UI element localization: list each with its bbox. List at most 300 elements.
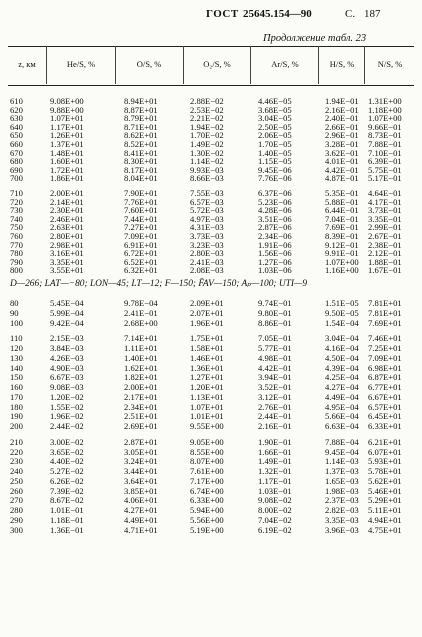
- value-cell: 2.99E−01: [368, 222, 402, 233]
- altitude-cell: 730: [10, 205, 23, 216]
- table-row: [0, 421, 422, 431]
- value-cell: 6.37E−06: [258, 188, 292, 198]
- value-cell: 3.35E+01: [50, 256, 84, 267]
- value-cell: 1.15E−05: [258, 156, 292, 167]
- value-cell: 7.69E−01: [325, 222, 359, 233]
- value-cell: 4.28E−06: [258, 205, 292, 216]
- value-cell: 3.52E−01: [258, 382, 292, 392]
- table-row: [0, 343, 422, 353]
- altitude-cell: 210: [10, 436, 23, 447]
- value-cell: 4.46E−05: [258, 96, 292, 106]
- value-cell: 2.34E−06: [258, 231, 292, 241]
- value-cell: 7.39E−02: [50, 485, 84, 496]
- value-cell: 8.66E−03: [190, 173, 224, 184]
- value-cell: 8.52E+01: [124, 139, 158, 149]
- value-cell: 9.12E−01: [325, 239, 359, 250]
- value-cell: 1.70E−02: [190, 130, 224, 141]
- value-cell: 8.07E+00: [190, 456, 224, 467]
- value-cell: 3.85E+01: [124, 485, 158, 496]
- altitude-cell: 620: [10, 104, 23, 115]
- value-cell: 1.13E+01: [190, 391, 224, 402]
- page-header: [0, 8, 422, 24]
- value-cell: 7.44E+01: [124, 213, 158, 224]
- altitude-cell: 240: [10, 466, 23, 476]
- altitude-cell: 220: [10, 446, 23, 457]
- value-cell: 1.03E−06: [258, 265, 292, 276]
- value-cell: 3.65E−02: [50, 446, 84, 457]
- value-cell: 5.35E−01: [325, 188, 359, 198]
- value-cell: 2.40E−01: [325, 113, 359, 124]
- value-cell: 1.40E+01: [124, 352, 158, 363]
- value-cell: 1.14E−03: [325, 456, 359, 467]
- value-cell: 8.86E−01: [258, 317, 292, 328]
- value-cell: 2.82E−03: [325, 505, 359, 515]
- value-cell: 9.08E−03: [50, 382, 84, 392]
- value-cell: 4.31E−03: [190, 222, 224, 233]
- value-cell: 1.48E+01: [50, 147, 84, 158]
- value-cell: 9.91E−01: [325, 248, 359, 259]
- table-row: [0, 525, 422, 535]
- value-cell: 6.91E+01: [124, 239, 158, 250]
- table-row: [0, 476, 422, 486]
- value-cell: 1.94E−02: [190, 121, 224, 132]
- altitude-cell: 130: [10, 352, 23, 363]
- value-cell: 5.56E+00: [190, 514, 224, 525]
- value-cell: 3.68E−05: [258, 104, 292, 115]
- value-cell: 7.88E−04: [325, 436, 359, 447]
- value-cell: 1.96E+01: [190, 317, 224, 328]
- value-cell: 8.67E−02: [50, 495, 84, 506]
- value-cell: 7.55E−03: [190, 188, 224, 198]
- value-cell: 6.19E−02: [258, 524, 292, 535]
- value-cell: 5.88E−01: [325, 196, 359, 207]
- column-header-ar: Ar/S, %: [271, 59, 299, 69]
- value-cell: 9.66E−01: [368, 121, 402, 132]
- value-cell: 1.70E−05: [258, 139, 292, 149]
- altitude-cell: 170: [10, 391, 23, 402]
- altitude-cell: 230: [10, 456, 23, 467]
- value-cell: 1.65E−03: [325, 475, 359, 486]
- value-cell: 1.01E−01: [50, 505, 84, 515]
- value-cell: 9.08E−02: [258, 495, 292, 506]
- value-cell: 3.35E−03: [325, 514, 359, 525]
- column-divider: [183, 46, 184, 84]
- value-cell: 5.72E−03: [190, 205, 224, 216]
- altitude-cell: 610: [10, 96, 23, 106]
- value-cell: 1.36E+01: [190, 362, 224, 373]
- value-cell: 4.42E−01: [258, 362, 292, 373]
- gost-label: ГОСТ: [206, 8, 239, 20]
- value-cell: 4.49E−04: [325, 391, 359, 402]
- value-cell: 6.33E+01: [368, 421, 402, 431]
- altitude-cell: 290: [10, 514, 23, 525]
- value-cell: 7.04E−01: [325, 213, 359, 224]
- value-cell: 7.27E+01: [124, 222, 158, 233]
- value-cell: 2.69E+01: [124, 421, 158, 431]
- value-cell: 2.87E+01: [124, 436, 158, 447]
- value-cell: 4.97E−03: [190, 213, 224, 224]
- value-cell: 1.16E+00: [325, 265, 359, 276]
- value-cell: 1.20E−02: [50, 391, 84, 402]
- value-cell: 1.90E−01: [258, 436, 292, 447]
- table-row: [0, 466, 422, 476]
- column-divider: [364, 46, 365, 84]
- value-cell: 1.91E−06: [258, 239, 292, 250]
- value-cell: 4.39E−04: [325, 362, 359, 373]
- altitude-cell: 260: [10, 485, 23, 496]
- value-cell: 7.81E+01: [368, 298, 402, 308]
- gost-number: 25645.154—90: [243, 8, 312, 20]
- value-cell: 9.42E−04: [50, 317, 84, 328]
- value-cell: 7.09E+01: [124, 231, 158, 241]
- value-cell: 6.33E+00: [190, 495, 224, 506]
- value-cell: 6.67E−03: [50, 372, 84, 383]
- value-cell: 4.01E−01: [325, 156, 359, 167]
- altitude-cell: 80: [10, 298, 19, 308]
- table-row: [0, 411, 422, 421]
- value-cell: 9.93E−03: [190, 164, 224, 175]
- value-cell: 9.80E−01: [258, 307, 292, 318]
- value-cell: 4.42E−01: [325, 164, 359, 175]
- value-cell: 2.00E+01: [50, 188, 84, 198]
- value-cell: 4.26E−03: [50, 352, 84, 363]
- table-row: [0, 486, 422, 496]
- value-cell: 2.09E+01: [190, 298, 224, 308]
- value-cell: 1.46E+01: [190, 352, 224, 363]
- value-cell: 1.11E+01: [124, 343, 158, 353]
- value-cell: 5.19E+00: [190, 524, 224, 535]
- altitude-cell: 150: [10, 372, 23, 383]
- table-row: [0, 505, 422, 515]
- value-cell: 3.73E−01: [368, 205, 402, 216]
- value-cell: 1.37E+01: [50, 139, 84, 149]
- value-cell: 4.75E+01: [368, 524, 402, 535]
- value-cell: 2.16E−01: [325, 104, 359, 115]
- value-cell: 9.74E−01: [258, 298, 292, 308]
- altitude-cell: 750: [10, 222, 23, 233]
- altitude-cell: 780: [10, 248, 23, 259]
- table-row: [0, 382, 422, 392]
- value-cell: 1.18E−01: [50, 514, 84, 525]
- value-cell: 6.32E+01: [124, 265, 158, 276]
- value-cell: 6.07E+01: [368, 446, 402, 457]
- altitude-cell: 90: [10, 307, 19, 318]
- value-cell: 3.04E−05: [258, 113, 292, 124]
- value-cell: 7.60E+01: [124, 205, 158, 216]
- column-header-o2: O₂/S, %: [203, 59, 231, 69]
- value-cell: 7.88E−01: [368, 139, 402, 149]
- table-row: [0, 447, 422, 457]
- value-cell: 3.05E+01: [124, 446, 158, 457]
- value-cell: 7.14E+01: [124, 333, 158, 344]
- altitude-cell: 100: [10, 317, 23, 328]
- value-cell: 3.62E−01: [325, 147, 359, 158]
- value-cell: 2.88E−02: [190, 96, 224, 106]
- value-cell: 3.00E−02: [50, 436, 84, 447]
- altitude-cell: 740: [10, 213, 23, 224]
- value-cell: 2.30E+01: [50, 205, 84, 216]
- value-cell: 7.76E−06: [258, 173, 292, 184]
- parameters-line: D—266; LAT—−80; LON—45; LT—12; F—150; F̄AV—150; Aₚ—100; UTI—9: [10, 279, 308, 289]
- value-cell: 4.64E−01: [368, 188, 402, 198]
- value-cell: 4.94E+01: [368, 514, 402, 525]
- table-row: [0, 456, 422, 466]
- value-cell: 1.58E+01: [190, 343, 224, 353]
- value-cell: 2.66E−01: [325, 121, 359, 132]
- value-cell: 2.21E−02: [190, 113, 224, 124]
- value-cell: 2.08E−03: [190, 265, 224, 276]
- value-cell: 9.45E−04: [325, 446, 359, 457]
- value-cell: 1.31E+00: [368, 96, 402, 106]
- value-cell: 5.93E+01: [368, 456, 402, 467]
- value-cell: 4.95E−04: [325, 401, 359, 412]
- value-cell: 7.61E+00: [190, 466, 224, 476]
- value-cell: 1.72E+01: [50, 164, 84, 175]
- altitude-cell: 650: [10, 130, 23, 141]
- value-cell: 1.18E+00: [368, 104, 402, 115]
- value-cell: 1.96E−02: [50, 411, 84, 422]
- value-cell: 2.53E−02: [190, 104, 224, 115]
- value-cell: 4.87E−01: [325, 173, 359, 184]
- table-row: [0, 515, 422, 525]
- value-cell: 3.35E−01: [368, 213, 402, 224]
- value-cell: 2.67E−01: [368, 231, 402, 241]
- column-header-row: [8, 46, 414, 86]
- value-cell: 1.32E−01: [258, 466, 292, 476]
- altitude-cell: 270: [10, 495, 23, 506]
- value-cell: 8.39E−01: [325, 231, 359, 241]
- value-cell: 1.37E−03: [325, 466, 359, 476]
- table-row: [0, 298, 422, 308]
- column-header-o: O/S, %: [136, 59, 162, 69]
- value-cell: 4.71E+01: [124, 524, 158, 535]
- table-row: [0, 402, 422, 412]
- value-cell: 3.12E−01: [258, 391, 292, 402]
- value-cell: 1.51E−05: [325, 298, 359, 308]
- value-cell: 2.00E+01: [124, 382, 158, 392]
- value-cell: 4.27E+01: [124, 505, 158, 515]
- altitude-cell: 120: [10, 343, 23, 353]
- value-cell: 6.45E+01: [368, 411, 402, 422]
- value-cell: 8.73E−01: [368, 130, 402, 141]
- value-cell: 6.87E+01: [368, 372, 402, 383]
- altitude-cell: 630: [10, 113, 23, 124]
- value-cell: 2.63E+01: [50, 222, 84, 233]
- value-cell: 3.84E−03: [50, 343, 84, 353]
- column-header-n: N/S, %: [377, 59, 403, 69]
- value-cell: 1.07E+00: [325, 256, 359, 267]
- value-cell: 9.45E−06: [258, 164, 292, 175]
- value-cell: 8.00E−02: [258, 505, 292, 515]
- value-cell: 8.30E+01: [124, 156, 158, 167]
- value-cell: 5.46E+01: [368, 485, 402, 496]
- value-cell: 4.90E−03: [50, 362, 84, 373]
- value-cell: 2.98E+01: [50, 239, 84, 250]
- value-cell: 3.28E−01: [325, 139, 359, 149]
- value-cell: 1.49E−02: [190, 139, 224, 149]
- altitude-cell: 190: [10, 411, 23, 422]
- value-cell: 4.27E−04: [325, 382, 359, 392]
- value-cell: 9.78E−04: [124, 298, 158, 308]
- value-cell: 1.07E+01: [190, 401, 224, 412]
- altitude-cell: 660: [10, 139, 23, 149]
- value-cell: 1.27E−06: [258, 256, 292, 267]
- value-cell: 9.08E+00: [50, 96, 84, 106]
- value-cell: 2.17E+01: [124, 391, 158, 402]
- value-cell: 1.98E−03: [325, 485, 359, 496]
- altitude-cell: 110: [10, 333, 23, 344]
- value-cell: 8.94E+01: [124, 96, 158, 106]
- column-divider: [46, 46, 47, 84]
- value-cell: 5.17E−01: [368, 173, 402, 184]
- value-cell: 1.36E−01: [50, 524, 84, 535]
- table-continuation-caption: Продолжение табл. 23: [263, 33, 367, 44]
- value-cell: 2.50E−05: [258, 121, 292, 132]
- value-cell: 1.30E−02: [190, 147, 224, 158]
- value-cell: 8.41E+01: [124, 147, 158, 158]
- value-cell: 1.01E+01: [190, 411, 224, 422]
- value-cell: 7.05E−01: [258, 333, 292, 344]
- value-cell: 5.27E−02: [50, 466, 84, 476]
- value-cell: 5.29E+01: [368, 495, 402, 506]
- value-cell: 7.17E+00: [190, 475, 224, 486]
- value-cell: 7.09E+01: [368, 352, 402, 363]
- value-cell: 1.03E−01: [258, 485, 292, 496]
- altitude-cell: 680: [10, 156, 23, 167]
- altitude-cell: 790: [10, 256, 23, 267]
- altitude-cell: 140: [10, 362, 23, 373]
- value-cell: 2.87E−06: [258, 222, 292, 233]
- value-cell: 6.72E+01: [124, 248, 158, 259]
- value-cell: 8.87E+01: [124, 104, 158, 115]
- value-cell: 5.62E+01: [368, 475, 402, 486]
- value-cell: 3.24E+01: [124, 456, 158, 467]
- value-cell: 5.66E−04: [325, 411, 359, 422]
- column-divider: [318, 46, 319, 84]
- table-row: [0, 353, 422, 363]
- column-header-h: H/S, %: [329, 59, 355, 69]
- value-cell: 1.17E+01: [50, 121, 84, 132]
- altitude-cell: 250: [10, 475, 23, 486]
- value-cell: 8.79E+01: [124, 113, 158, 124]
- value-cell: 3.44E+01: [124, 466, 158, 476]
- altitude-cell: 720: [10, 196, 23, 207]
- value-cell: 6.21E+01: [368, 436, 402, 447]
- value-cell: 1.62E+01: [124, 362, 158, 373]
- value-cell: 1.20E+01: [190, 382, 224, 392]
- table-row: [0, 392, 422, 402]
- value-cell: 6.44E−01: [325, 205, 359, 216]
- altitude-cell: 160: [10, 382, 23, 392]
- value-cell: 6.67E+01: [368, 391, 402, 402]
- value-cell: 8.71E+01: [124, 121, 158, 132]
- value-cell: 2.38E−01: [368, 239, 402, 250]
- altitude-cell: 770: [10, 239, 23, 250]
- column-divider: [250, 46, 251, 84]
- value-cell: 2.76E−01: [258, 401, 292, 412]
- value-cell: 2.06E−05: [258, 130, 292, 141]
- altitude-cell: 800: [10, 265, 23, 276]
- value-cell: 1.86E+01: [50, 173, 84, 184]
- value-cell: 7.81E+01: [368, 307, 402, 318]
- value-cell: 4.16E−04: [325, 343, 359, 353]
- value-cell: 2.44E−02: [50, 421, 84, 431]
- value-cell: 9.05E+00: [190, 436, 224, 447]
- value-cell: 2.41E−01: [124, 307, 158, 318]
- column-header-he: He/S, %: [66, 59, 96, 69]
- value-cell: 5.75E−01: [368, 164, 402, 175]
- value-cell: 1.88E−01: [368, 256, 402, 267]
- value-cell: 2.15E−03: [50, 333, 84, 344]
- value-cell: 5.77E−01: [258, 343, 292, 353]
- column-header-z: z, км: [18, 59, 36, 69]
- value-cell: 3.55E+01: [50, 265, 84, 276]
- value-cell: 8.55E+00: [190, 446, 224, 457]
- altitude-cell: 640: [10, 121, 23, 132]
- value-cell: 5.94E+00: [190, 505, 224, 515]
- value-cell: 1.49E−01: [258, 456, 292, 467]
- value-cell: 6.74E+00: [190, 485, 224, 496]
- value-cell: 7.25E+01: [368, 343, 402, 353]
- value-cell: 2.68E+00: [124, 317, 158, 328]
- value-cell: 3.64E+01: [124, 475, 158, 486]
- value-cell: 4.49E+01: [124, 514, 158, 525]
- value-cell: 6.63E−04: [325, 421, 359, 431]
- value-cell: 8.62E+01: [124, 130, 158, 141]
- value-cell: 1.17E−01: [258, 475, 292, 486]
- value-cell: 2.96E−01: [325, 130, 359, 141]
- value-cell: 3.96E−03: [325, 524, 359, 535]
- value-cell: 7.76E+01: [124, 196, 158, 207]
- value-cell: 4.40E−02: [50, 456, 84, 467]
- table-row: [0, 333, 422, 343]
- value-cell: 1.40E−05: [258, 147, 292, 158]
- value-cell: 3.16E+01: [50, 248, 84, 259]
- table-row: [0, 318, 422, 328]
- value-cell: 8.04E+01: [124, 173, 158, 184]
- table-row: [0, 308, 422, 318]
- value-cell: 2.12E−01: [368, 248, 402, 259]
- value-cell: 9.88E+00: [50, 104, 84, 115]
- value-cell: 6.98E+01: [368, 362, 402, 373]
- value-cell: 4.06E+01: [124, 495, 158, 506]
- value-cell: 3.51E−06: [258, 213, 292, 224]
- value-cell: 7.10E−01: [368, 147, 402, 158]
- altitude-cell: 700: [10, 173, 23, 184]
- value-cell: 2.07E+01: [190, 307, 224, 318]
- value-cell: 5.11E+01: [368, 505, 402, 515]
- value-cell: 2.80E+01: [50, 231, 84, 241]
- value-cell: 3.94E−01: [258, 372, 292, 383]
- value-cell: 6.77E+01: [368, 382, 402, 392]
- value-cell: 2.80E−03: [190, 248, 224, 259]
- value-cell: 1.27E+01: [190, 372, 224, 383]
- altitude-cell: 300: [10, 524, 23, 535]
- value-cell: 2.37E−03: [325, 495, 359, 506]
- value-cell: 1.94E−01: [325, 96, 359, 106]
- value-cell: 5.99E−04: [50, 307, 84, 318]
- value-cell: 7.90E+01: [124, 188, 158, 198]
- value-cell: 4.25E−04: [325, 372, 359, 383]
- value-cell: 4.98E−01: [258, 352, 292, 363]
- value-cell: 4.17E−01: [368, 196, 402, 207]
- value-cell: 5.78E+01: [368, 466, 402, 476]
- value-cell: 2.16E−01: [258, 421, 292, 431]
- page-prefix: С.: [345, 8, 356, 20]
- value-cell: 9.55E+00: [190, 421, 224, 431]
- value-cell: 1.26E+01: [50, 130, 84, 141]
- altitude-cell: 690: [10, 164, 23, 175]
